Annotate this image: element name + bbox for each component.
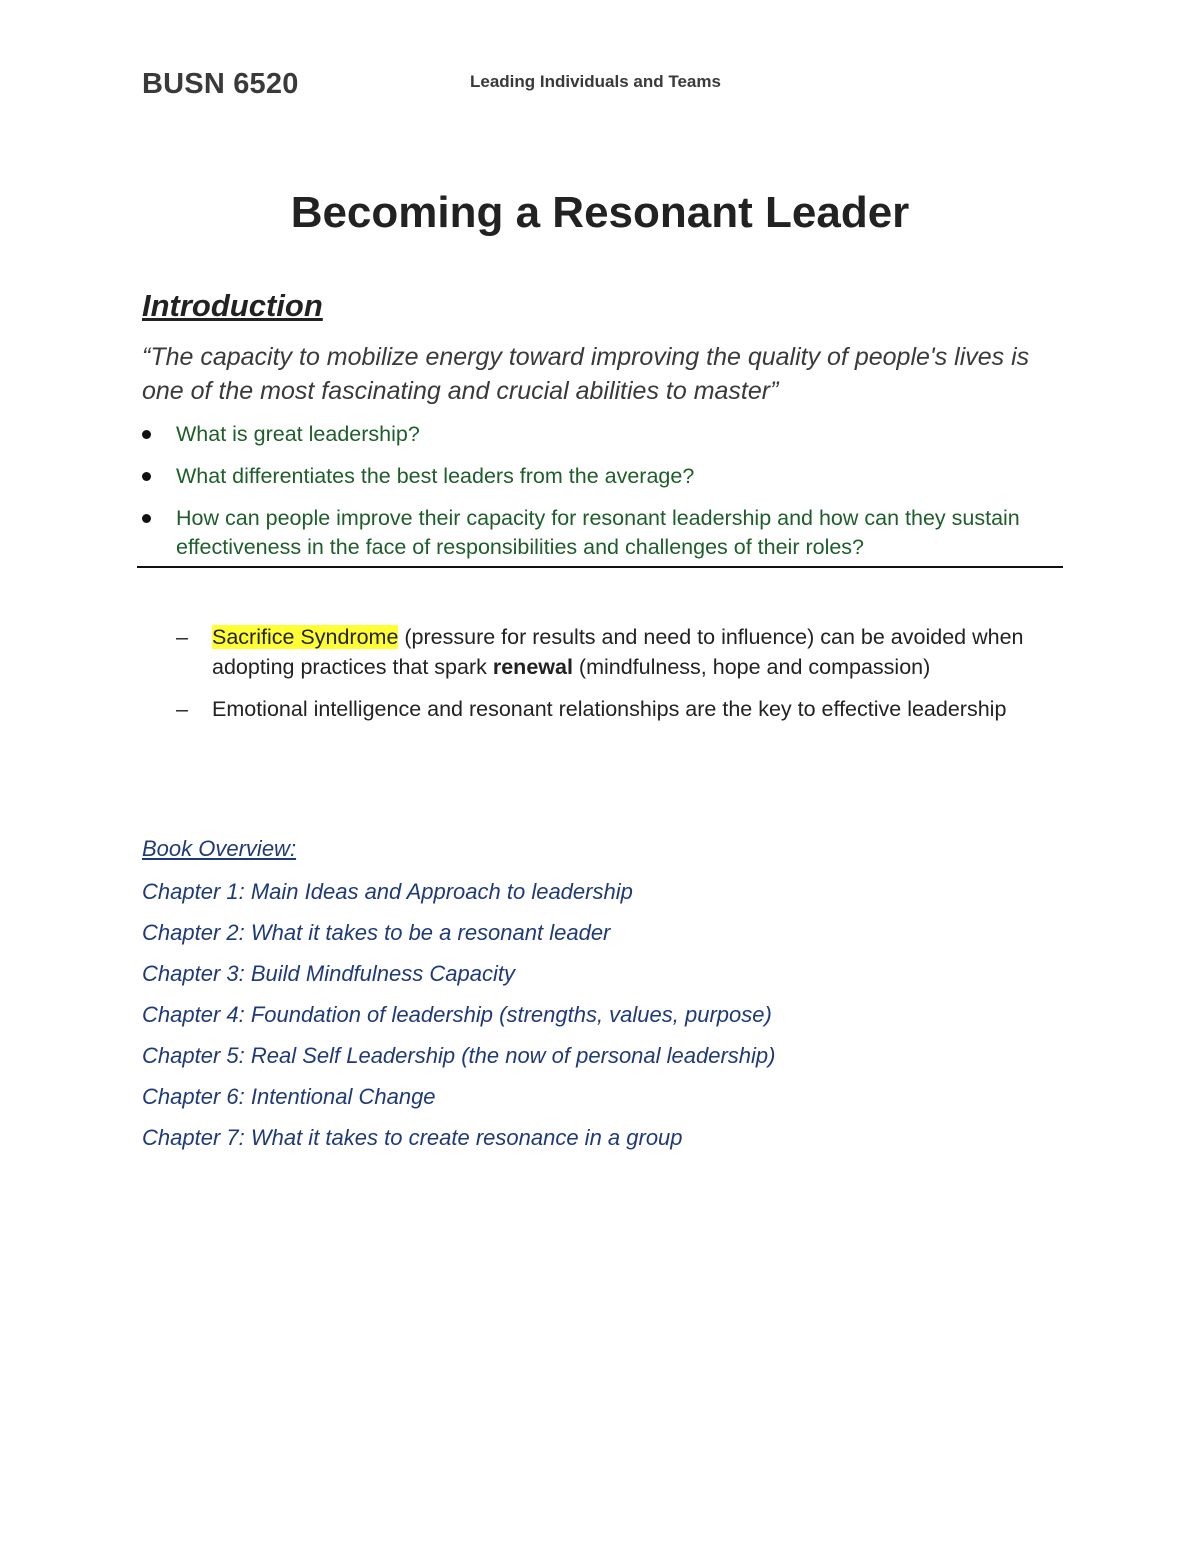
document-title: Becoming a Resonant Leader [290, 188, 910, 237]
chapter-item: Chapter 4: Foundation of leadership (strengths, values, purpose) [142, 1002, 772, 1027]
dash-icon: – [176, 697, 188, 721]
highlighted-term: Sacrifice Syndrome [212, 625, 399, 649]
course-code: BUSN 6520 [142, 68, 299, 100]
question-list [142, 420, 1042, 575]
bullet-icon [142, 472, 151, 481]
key-point-item [176, 622, 1066, 682]
question-text: What differentiates the best leaders from the average? [176, 464, 695, 488]
question-item [142, 462, 1042, 491]
introduction-heading: Introduction [142, 288, 323, 323]
intro-quote: “The capacity to mobilize energy toward improving the quality of people's lives is one of the most fascinating and crucial abilities to master” [142, 343, 1030, 405]
key-point-item [176, 694, 1066, 724]
bold-term: renewal [492, 655, 573, 679]
chapter-item: Chapter 5: Real Self Leadership (the now of personal leadership) [142, 1043, 776, 1068]
question-item [142, 420, 1042, 449]
question-text: What is great leadership? [176, 422, 420, 446]
key-point-text: (mindfulness, hope and compassion) [572, 655, 931, 679]
dash-icon: – [176, 625, 188, 649]
course-name: Leading Individuals and Teams [470, 72, 721, 91]
key-point-text: (pressure for results and need to influence) can be avoided when adopting practices that spark [212, 625, 1024, 679]
chapter-item: Chapter 3: Build Mindfulness Capacity [142, 961, 515, 986]
book-overview-heading: Book Overview: [142, 836, 297, 861]
question-text: How can people improve their capacity for resonant leadership and how can they sustain effectiveness in the face of responsibilities and challenges of their roles? [176, 506, 1020, 559]
chapter-item: Chapter 7: What it takes to create resonance in a group [142, 1125, 683, 1150]
question-item [142, 504, 1042, 562]
key-points-list [176, 622, 1066, 736]
section-divider [137, 566, 1063, 568]
bullet-icon [142, 430, 151, 439]
bullet-icon [142, 514, 151, 523]
chapter-list [142, 877, 776, 1164]
key-point-text: Emotional intelligence and resonant relationships are the key to effective leadership [212, 697, 1007, 721]
chapter-item: Chapter 1: Main Ideas and Approach to leadership [142, 879, 633, 904]
chapter-item: Chapter 2: What it takes to be a resonant leader [142, 920, 611, 945]
chapter-item: Chapter 6: Intentional Change [142, 1084, 436, 1109]
